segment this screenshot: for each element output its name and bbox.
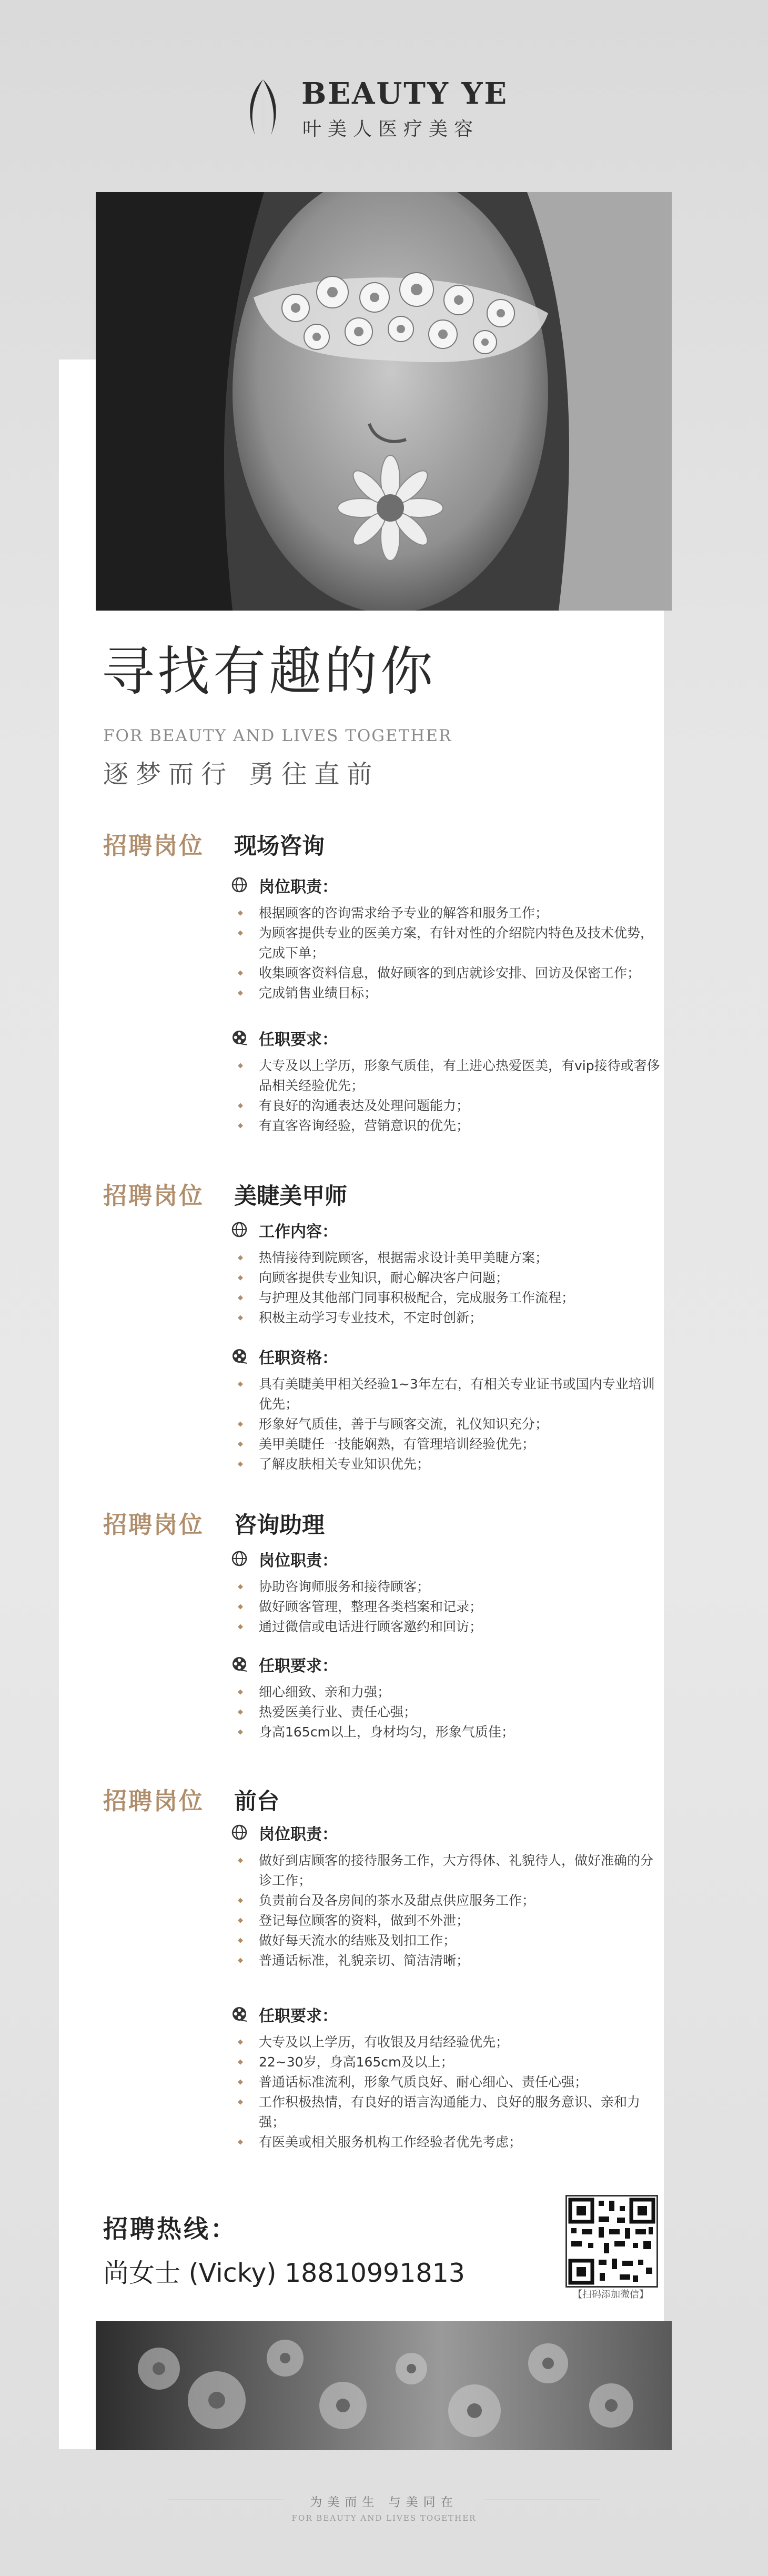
film-reel-icon: [231, 1656, 247, 1672]
section-label: 招聘岗位: [103, 1182, 205, 1210]
globe-icon: [231, 1824, 247, 1840]
film-reel-icon: [231, 2006, 247, 2022]
page-title: 寻找有趣的你: [102, 641, 436, 702]
list-item: ◆ 身高165cm以上，身材均匀，形象气质佳；: [231, 1722, 663, 1742]
list-item: ◆ 向顾客提供专业知识，耐心解决客户问题；: [231, 1268, 663, 1288]
duties-group: [231, 1821, 663, 1971]
slogan: 逐梦而行 勇往直前: [103, 760, 380, 789]
list-item: ◆ 通过微信或电话进行顾客邀约和回访；: [231, 1617, 663, 1637]
list-item: ◆ 做好每天流水的结账及划扣工作；: [231, 1931, 663, 1951]
section-label: 招聘岗位: [103, 1787, 205, 1815]
list-item: ◆ 热爱医美行业、责任心强；: [231, 1702, 663, 1722]
list-item: ◆ 做好顾客管理，整理各类档案和记录；: [231, 1597, 663, 1617]
list-item: ◆ 大专及以上学历，有收银及月结经验优先；: [231, 2032, 663, 2052]
list-item: ◆ 形象好气质佳，善于与顾客交流，礼仪知识充分；: [231, 1414, 663, 1434]
list-item: ◆ 22~30岁，身高165cm及以上；: [231, 2052, 663, 2072]
brand-logo: [239, 71, 534, 145]
film-reel-icon: [231, 1348, 247, 1364]
hero-photo: [96, 192, 672, 611]
list-item: ◆ 普通话标准流利，形象气质良好、耐心细心、责任心强；: [231, 2072, 663, 2092]
duties-group: [231, 1547, 663, 1637]
list-item: ◆ 了解皮肤相关专业知识优先；: [231, 1454, 663, 1474]
hotline-label: 招聘热线：: [103, 2215, 237, 2244]
brand-name-cn: 叶美人医疗美容: [302, 118, 480, 140]
subtitle-en: FOR BEAUTY AND LIVES TOGETHER: [103, 726, 452, 745]
list-item: ◆ 工作积极热情，有良好的语言沟通能力、良好的服务意识、亲和力强；: [231, 2092, 663, 2132]
list-item: ◆ 根据顾客的咨询需求给予专业的解答和服务工作；: [231, 903, 663, 923]
wechat-qr-code[interactable]: [565, 2195, 658, 2288]
qr-caption: 【扫码添加微信】: [573, 2289, 649, 2300]
group-title: 任职要求：: [259, 1031, 338, 1049]
duties-group: [231, 874, 663, 1003]
list-item: ◆ 有直客咨询经验，营销意识的优先；: [231, 1116, 663, 1136]
brand-name-en: BEAUTY YE: [301, 76, 509, 111]
list-item: ◆ 细心细致、亲和力强；: [231, 1682, 663, 1702]
list-item: ◆ 美甲美睫任一技能娴熟，有管理培训经验优先；: [231, 1434, 663, 1454]
globe-icon: [231, 1222, 247, 1237]
hotline-contact: 尚女士 (Vicky) 18810991813: [103, 2258, 465, 2288]
list-item: ◆ 负责前台及各房间的茶水及甜点供应服务工作；: [231, 1891, 663, 1911]
requirements-group: [231, 1026, 663, 1136]
group-title: 岗位职责：: [259, 878, 338, 896]
job-title: 现场咨询: [234, 833, 325, 860]
footer-photo: [96, 2321, 672, 2450]
list-item: ◆ 大专及以上学历，形象气质佳，有上进心热爱医美，有vip接待或奢侈品相关经验优先；: [231, 1056, 663, 1096]
job-title: 咨询助理: [234, 1512, 325, 1539]
qualifications-group: [231, 1345, 663, 1474]
list-item: ◆ 有医美或相关服务机构工作经验者优先考虑；: [231, 2132, 663, 2152]
group-title: 岗位职责：: [259, 1552, 338, 1570]
list-item: ◆ 做好到店顾客的接待服务工作，大方得体、礼貌待人，做好准确的分诊工作；: [231, 1851, 663, 1891]
group-title: 工作内容：: [259, 1223, 338, 1241]
group-title: 任职要求：: [259, 2007, 338, 2025]
list-item: ◆ 收集顾客资料信息，做好顾客的到店就诊安排、回访及保密工作；: [231, 963, 663, 983]
list-item: ◆ 与护理及其他部门同事积极配合，完成服务工作流程；: [231, 1288, 663, 1308]
list-item: ◆ 积极主动学习专业技术，不定时创新；: [231, 1308, 663, 1328]
group-title: 任职资格：: [259, 1349, 338, 1367]
list-item: ◆ 具有美睫美甲相关经验1~3年左右，有相关专业证书或国内专业培训优先；: [231, 1374, 663, 1414]
section-label: 招聘岗位: [103, 1511, 205, 1539]
group-title: 任职要求：: [259, 1657, 338, 1675]
list-item: ◆ 热情接待到院顾客，根据需求设计美甲美睫方案；: [231, 1248, 663, 1268]
section-label: 招聘岗位: [103, 832, 205, 860]
footer-tagline-cn: 为美而生 与美同在: [310, 2495, 458, 2509]
list-item: ◆ 为顾客提供专业的医美方案，有针对性的介绍院内特色及技术优势，完成下单；: [231, 923, 663, 963]
list-item: ◆ 普通话标准，礼貌亲切、简洁清晰；: [231, 1951, 663, 1971]
film-reel-icon: [231, 1030, 247, 1045]
leaf-logo-icon: [239, 76, 287, 139]
footer-tagline-en: FOR BEAUTY AND LIVES TOGETHER: [291, 2513, 477, 2523]
globe-icon: [231, 1551, 247, 1566]
globe-icon: [231, 877, 247, 893]
group-title: 岗位职责：: [259, 1825, 338, 1844]
job-title: 前台: [234, 1789, 279, 1815]
list-item: ◆ 登记每位顾客的资料，做到不外泄；: [231, 1911, 663, 1931]
list-item: ◆ 有良好的沟通表达及处理问题能力；: [231, 1096, 663, 1116]
list-item: ◆ 协助咨询师服务和接待顾客；: [231, 1577, 663, 1597]
job-title: 美睫美甲师: [234, 1183, 347, 1210]
duties-group: [231, 1219, 663, 1328]
requirements-group: [231, 2003, 663, 2152]
list-item: ◆ 完成销售业绩目标；: [231, 983, 663, 1003]
requirements-group: [231, 1653, 663, 1742]
